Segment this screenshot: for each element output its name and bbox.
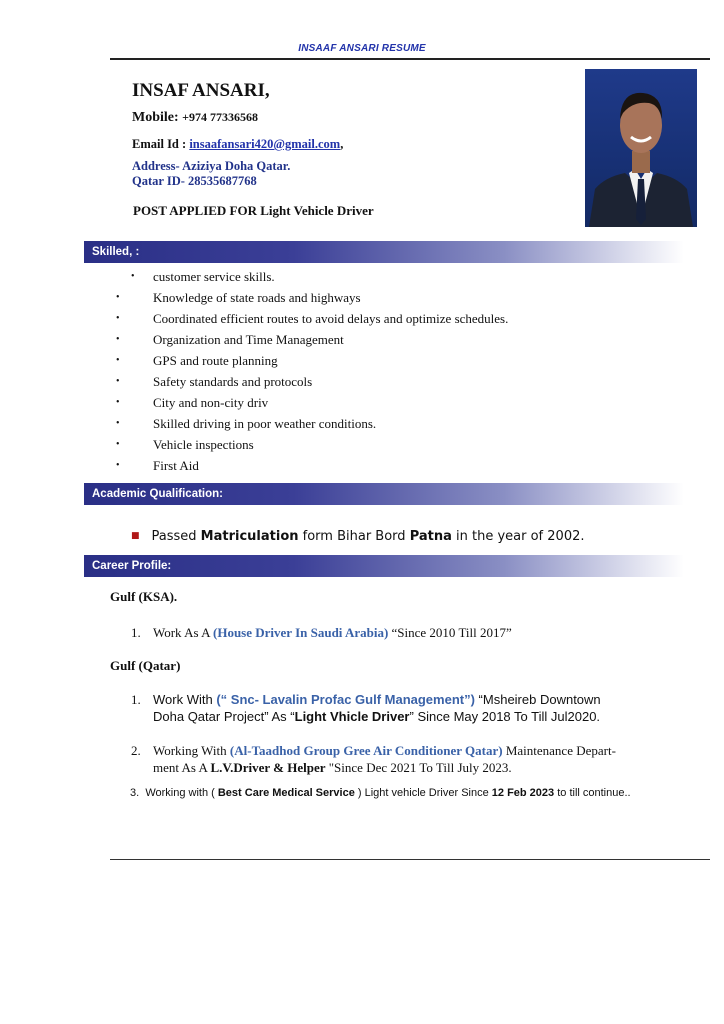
address: Address- Aziziya Doha Qatar.	[132, 159, 291, 173]
career-item-qatar-2: 2. Working With (Al-Taadhod Group Gree Air Conditioner Qatar) Maintenance Depart- ment As A L.V.Driver & Helper "Since Dec 2021 To Till July 2023.	[131, 743, 616, 775]
email-label: Email Id :	[132, 137, 187, 151]
bullet-icon: •	[116, 292, 120, 303]
bullet-icon: •	[116, 418, 120, 429]
profile-photo	[585, 69, 697, 227]
profile-photo-illustration	[585, 69, 697, 227]
list-item: • Knowledge of state roads and highways	[116, 290, 361, 305]
list-item: • GPS and route planning	[116, 353, 278, 368]
list-item: • Safety standards and protocols	[116, 374, 313, 389]
email-line	[132, 137, 343, 152]
bullet-icon: •	[116, 313, 120, 324]
career-item-ksa: 1. Work As A (House Driver In Saudi Arabia) “Since 2010 Till 2017”	[131, 625, 512, 640]
section-band-academic: Academic Qualification:	[84, 483, 684, 505]
post-label: POST APPLIED FOR	[133, 203, 258, 218]
career-heading-ksa: Gulf (KSA).	[110, 589, 178, 604]
square-bullet-icon: ■	[131, 531, 140, 541]
bullet-icon: •	[131, 271, 135, 282]
career-item-qatar-1: 1. Work With (“ Snc- Lavalin Profac Gulf Management”) “Msheireb Downtown Doha Qatar Project” As “Light Vhicle Driver” Since May 2018 To Till Jul2020.	[131, 692, 601, 724]
list-item: • City and non-city driv	[116, 395, 269, 410]
post-value: Light Vehicle Driver	[260, 203, 374, 218]
section-band-skilled: Skilled, :	[84, 241, 684, 263]
bullet-icon: •	[116, 334, 120, 345]
qatar-id: Qatar ID- 28535687768	[132, 174, 257, 188]
mobile-label: Mobile:	[132, 110, 179, 125]
bullet-icon: •	[116, 439, 120, 450]
list-item: • First Aid	[116, 458, 199, 473]
bullet-icon: •	[116, 355, 120, 366]
document-header-title: INSAAF ANSARI RESUME	[298, 43, 426, 54]
bullet-icon: •	[116, 376, 120, 387]
post-applied	[133, 203, 374, 219]
academic-item: ■ Passed Matriculation form Bihar Bord Patna in the year of 2002.	[131, 529, 585, 544]
list-item: • Skilled driving in poor weather conditions.	[116, 416, 377, 431]
candidate-name: INSAF ANSARI,	[132, 80, 270, 101]
list-item: • customer service skills.	[131, 269, 275, 284]
career-heading-qatar: Gulf (Qatar)	[110, 658, 181, 673]
email-suffix: ,	[340, 137, 344, 151]
bullet-icon: •	[116, 460, 120, 471]
mobile-value: +974 77336568	[182, 110, 258, 124]
list-item: • Coordinated efficient routes to avoid delays and optimize schedules.	[116, 311, 509, 326]
address-block	[132, 159, 290, 189]
email-link[interactable]: insaafansari420@gmail.com	[189, 137, 341, 151]
list-item: • Organization and Time Management	[116, 332, 344, 347]
mobile-line	[132, 110, 258, 126]
bullet-icon: •	[116, 397, 120, 408]
header-rule	[110, 58, 710, 60]
section-band-career: Career Profile:	[84, 555, 684, 577]
career-item-qatar-3: 3. Working with ( Best Care Medical Service ) Light vehicle Driver Since 12 Feb 2023 to till continue..	[130, 787, 631, 799]
list-item: • Vehicle inspections	[116, 437, 254, 452]
footer-rule	[110, 859, 710, 860]
skills-list	[110, 269, 508, 479]
